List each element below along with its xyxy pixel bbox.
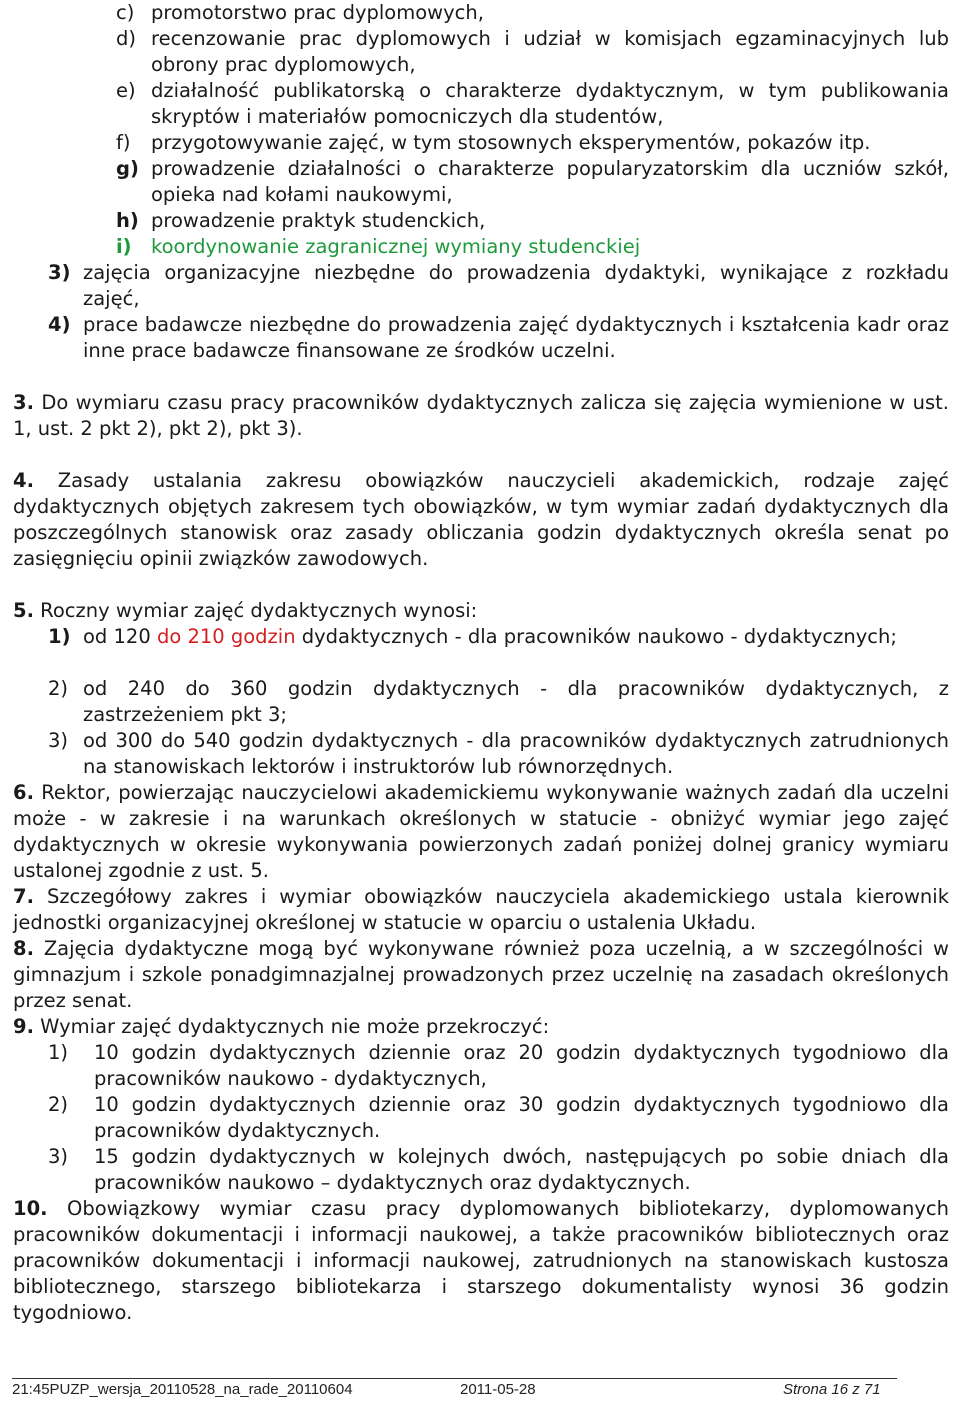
item-marker: f) xyxy=(116,131,131,154)
list-item-5-3 xyxy=(48,728,949,780)
paragraph-6 xyxy=(13,780,949,884)
footer-page-number: Strona 16 z 71 xyxy=(783,1381,881,1398)
item-text: koordynowanie zagranicznej wymiany studenckiej xyxy=(151,235,641,258)
item-text: od 300 do 540 godzin dydaktycznych - dla pracowników dydaktycznych zatrudnionych na stanowiskach lektorów i instruktorów lub równorzędnych. xyxy=(83,729,949,778)
item-marker: 3) xyxy=(48,1145,69,1168)
item-text: recenzowanie prac dyplomowych i udział w komisjach egzaminacyjnych lub obrony prac dyplomowych, xyxy=(151,27,949,76)
paragraph-text: Zajęcia dydaktyczne mogą być wykonywane również poza uczelnią, a w szczególności w gimnazjum i szkole ponadgimnazjalnej prowadzonych przez uczelnię na zasadach określonych przez senat. xyxy=(13,937,949,1012)
footer-date: 2011-05-28 xyxy=(460,1381,536,1398)
paragraph-10 xyxy=(13,1196,949,1326)
list-item-e xyxy=(116,78,949,130)
item-marker: c) xyxy=(116,1,135,24)
item-text: działalność publikatorską o charakterze dydaktycznym, w tym publikowania skryptów i materiałów pomocniczych dla studentów, xyxy=(151,79,949,128)
paragraph-text: Zasady ustalania zakresu obowiązków nauczycieli akademickich, rodzaje zajęć dydaktycznych objętych zakresem tych obowiązków, w tym wymiar zadań dydaktycznych dla poszczególnych stanowisk oraz zasady obliczania godzin dydaktycznych określa senat po zasięgnięciu opinii związków zawodowych. xyxy=(13,469,949,570)
paragraph-text: Wymiar zajęć dydaktycznych nie może przekroczyć: xyxy=(33,1015,550,1038)
item-marker: 3) xyxy=(48,261,71,284)
paragraph-text: Rektor, powierzając nauczycielowi akademickiemu wykonywanie ważnych zadań dla uczelni może - w zakresie i na warunkach określonych w statucie - obniżyć wymiar jego zajęć dydaktycznych w okresie wykonywania powierzonych zadań poniżej dolnej granicy wymiaru ustalonej zgodnie z ust. 5. xyxy=(13,781,949,882)
item-marker: g) xyxy=(116,157,139,180)
paragraph-number: 5. xyxy=(13,599,34,622)
item-marker: 1) xyxy=(48,625,71,648)
highlighted-text: do 210 godzin xyxy=(156,625,296,648)
list-item-5-2 xyxy=(48,676,949,728)
item-marker: 1) xyxy=(48,1041,69,1064)
list-item-f xyxy=(116,130,949,156)
item-marker: i) xyxy=(116,235,132,258)
list-item-9-2 xyxy=(48,1092,949,1144)
list-item-5-1 xyxy=(48,624,949,650)
footer-divider xyxy=(12,1378,897,1379)
item-text xyxy=(83,624,949,650)
paragraph-8 xyxy=(13,936,949,1014)
paragraph-text: Roczny wymiar zajęć dydaktycznych wynosi: xyxy=(33,599,478,622)
paragraph-number: 6. xyxy=(13,781,34,804)
item-text: przygotowywanie zajęć, w tym stosownych eksperymentów, pokazów itp. xyxy=(151,131,871,154)
item-text: od 240 do 360 godzin dydaktycznych - dla pracowników dydaktycznych, z zastrzeżeniem pkt 3; xyxy=(83,677,949,726)
paragraph-text: Obowiązkowy wymiar czasu pracy dyplomowanych bibliotekarzy, dyplomowanych pracowników dokumentacji i informacji naukowej, a także pracowników bibliotecznych oraz pracowników dokumentacji i informacji naukowej, zatrudnionych na stanowiskach kustosza bibliotecznego, starszego bibliotekarza i starszego dokumentalisty wynosi 36 godzin tygodniowo. xyxy=(13,1197,949,1324)
page-footer xyxy=(12,1381,900,1401)
item-text: 10 godzin dydaktycznych dziennie oraz 20 godzin dydaktycznych tygodniowo dla pracowników naukowo - dydaktycznych, xyxy=(94,1041,949,1090)
paragraph-number: 3. xyxy=(13,391,34,414)
paragraph-number: 4. xyxy=(13,469,34,492)
item-text: promotorstwo prac dyplomowych, xyxy=(151,1,484,24)
list-item-d xyxy=(116,26,949,78)
paragraph-number: 7. xyxy=(13,885,34,908)
item-text: prowadzenie praktyk studenckich, xyxy=(151,209,486,232)
list-item-i xyxy=(116,234,949,260)
list-item-3 xyxy=(48,260,949,312)
item-marker: d) xyxy=(116,27,136,50)
item-text: 15 godzin dydaktycznych w kolejnych dwóch, następujących po sobie dniach dla pracowników naukowo – dydaktycznych oraz dydaktycznych. xyxy=(94,1145,949,1194)
list-item-g xyxy=(116,156,949,208)
item-marker: 2) xyxy=(48,677,69,700)
paragraph-text: Szczegółowy zakres i wymiar obowiązków nauczyciela akademickiego ustala kierownik jednostki organizacyjnej określonej w statucie w oparciu o ustalenia Układu. xyxy=(13,885,949,934)
item-marker: 2) xyxy=(48,1093,69,1116)
item-marker: 4) xyxy=(48,313,71,336)
list-item-h xyxy=(116,208,949,234)
list-item-9-3 xyxy=(48,1144,949,1196)
item-text: prowadzenie działalności o charakterze popularyzatorskim dla uczniów szkół, opieka nad kołami naukowymi, xyxy=(151,157,949,206)
paragraph-number: 8. xyxy=(13,937,34,960)
paragraph-3 xyxy=(13,390,949,442)
item-text: 10 godzin dydaktycznych dziennie oraz 30 godzin dydaktycznych tygodniowo dla pracowników dydaktycznych. xyxy=(94,1093,949,1142)
paragraph-number: 9. xyxy=(13,1015,34,1038)
item-text: prace badawcze niezbędne do prowadzenia zajęć dydaktycznych i kształcenia kadr oraz inne prace badawcze finansowane ze środków uczelni. xyxy=(83,313,949,362)
item-marker: e) xyxy=(116,79,136,102)
paragraph-5 xyxy=(13,598,949,624)
paragraph-text: Do wymiaru czasu pracy pracowników dydaktycznych zalicza się zajęcia wymienione w ust. 1, ust. 2 pkt 2), pkt 2), pkt 3). xyxy=(13,391,949,440)
item-text: zajęcia organizacyjne niezbędne do prowadzenia dydaktyki, wynikające z rozkładu zajęć, xyxy=(83,261,949,310)
list-item-9-1 xyxy=(48,1040,949,1092)
item-text-part: od 120 xyxy=(83,625,157,648)
list-item-4 xyxy=(48,312,949,364)
footer-filename: 21:45PUZP_wersja_20110528_na_rade_20110604 xyxy=(12,1381,353,1398)
item-marker: h) xyxy=(116,209,139,232)
paragraph-number: 10. xyxy=(13,1197,48,1220)
list-item-c xyxy=(116,0,949,26)
paragraph-9 xyxy=(13,1014,949,1040)
item-marker: 3) xyxy=(48,729,69,752)
paragraph-7 xyxy=(13,884,949,936)
item-text-part: dydaktycznych - dla pracowników naukowo - dydaktycznych; xyxy=(295,625,897,648)
paragraph-4 xyxy=(13,468,949,572)
